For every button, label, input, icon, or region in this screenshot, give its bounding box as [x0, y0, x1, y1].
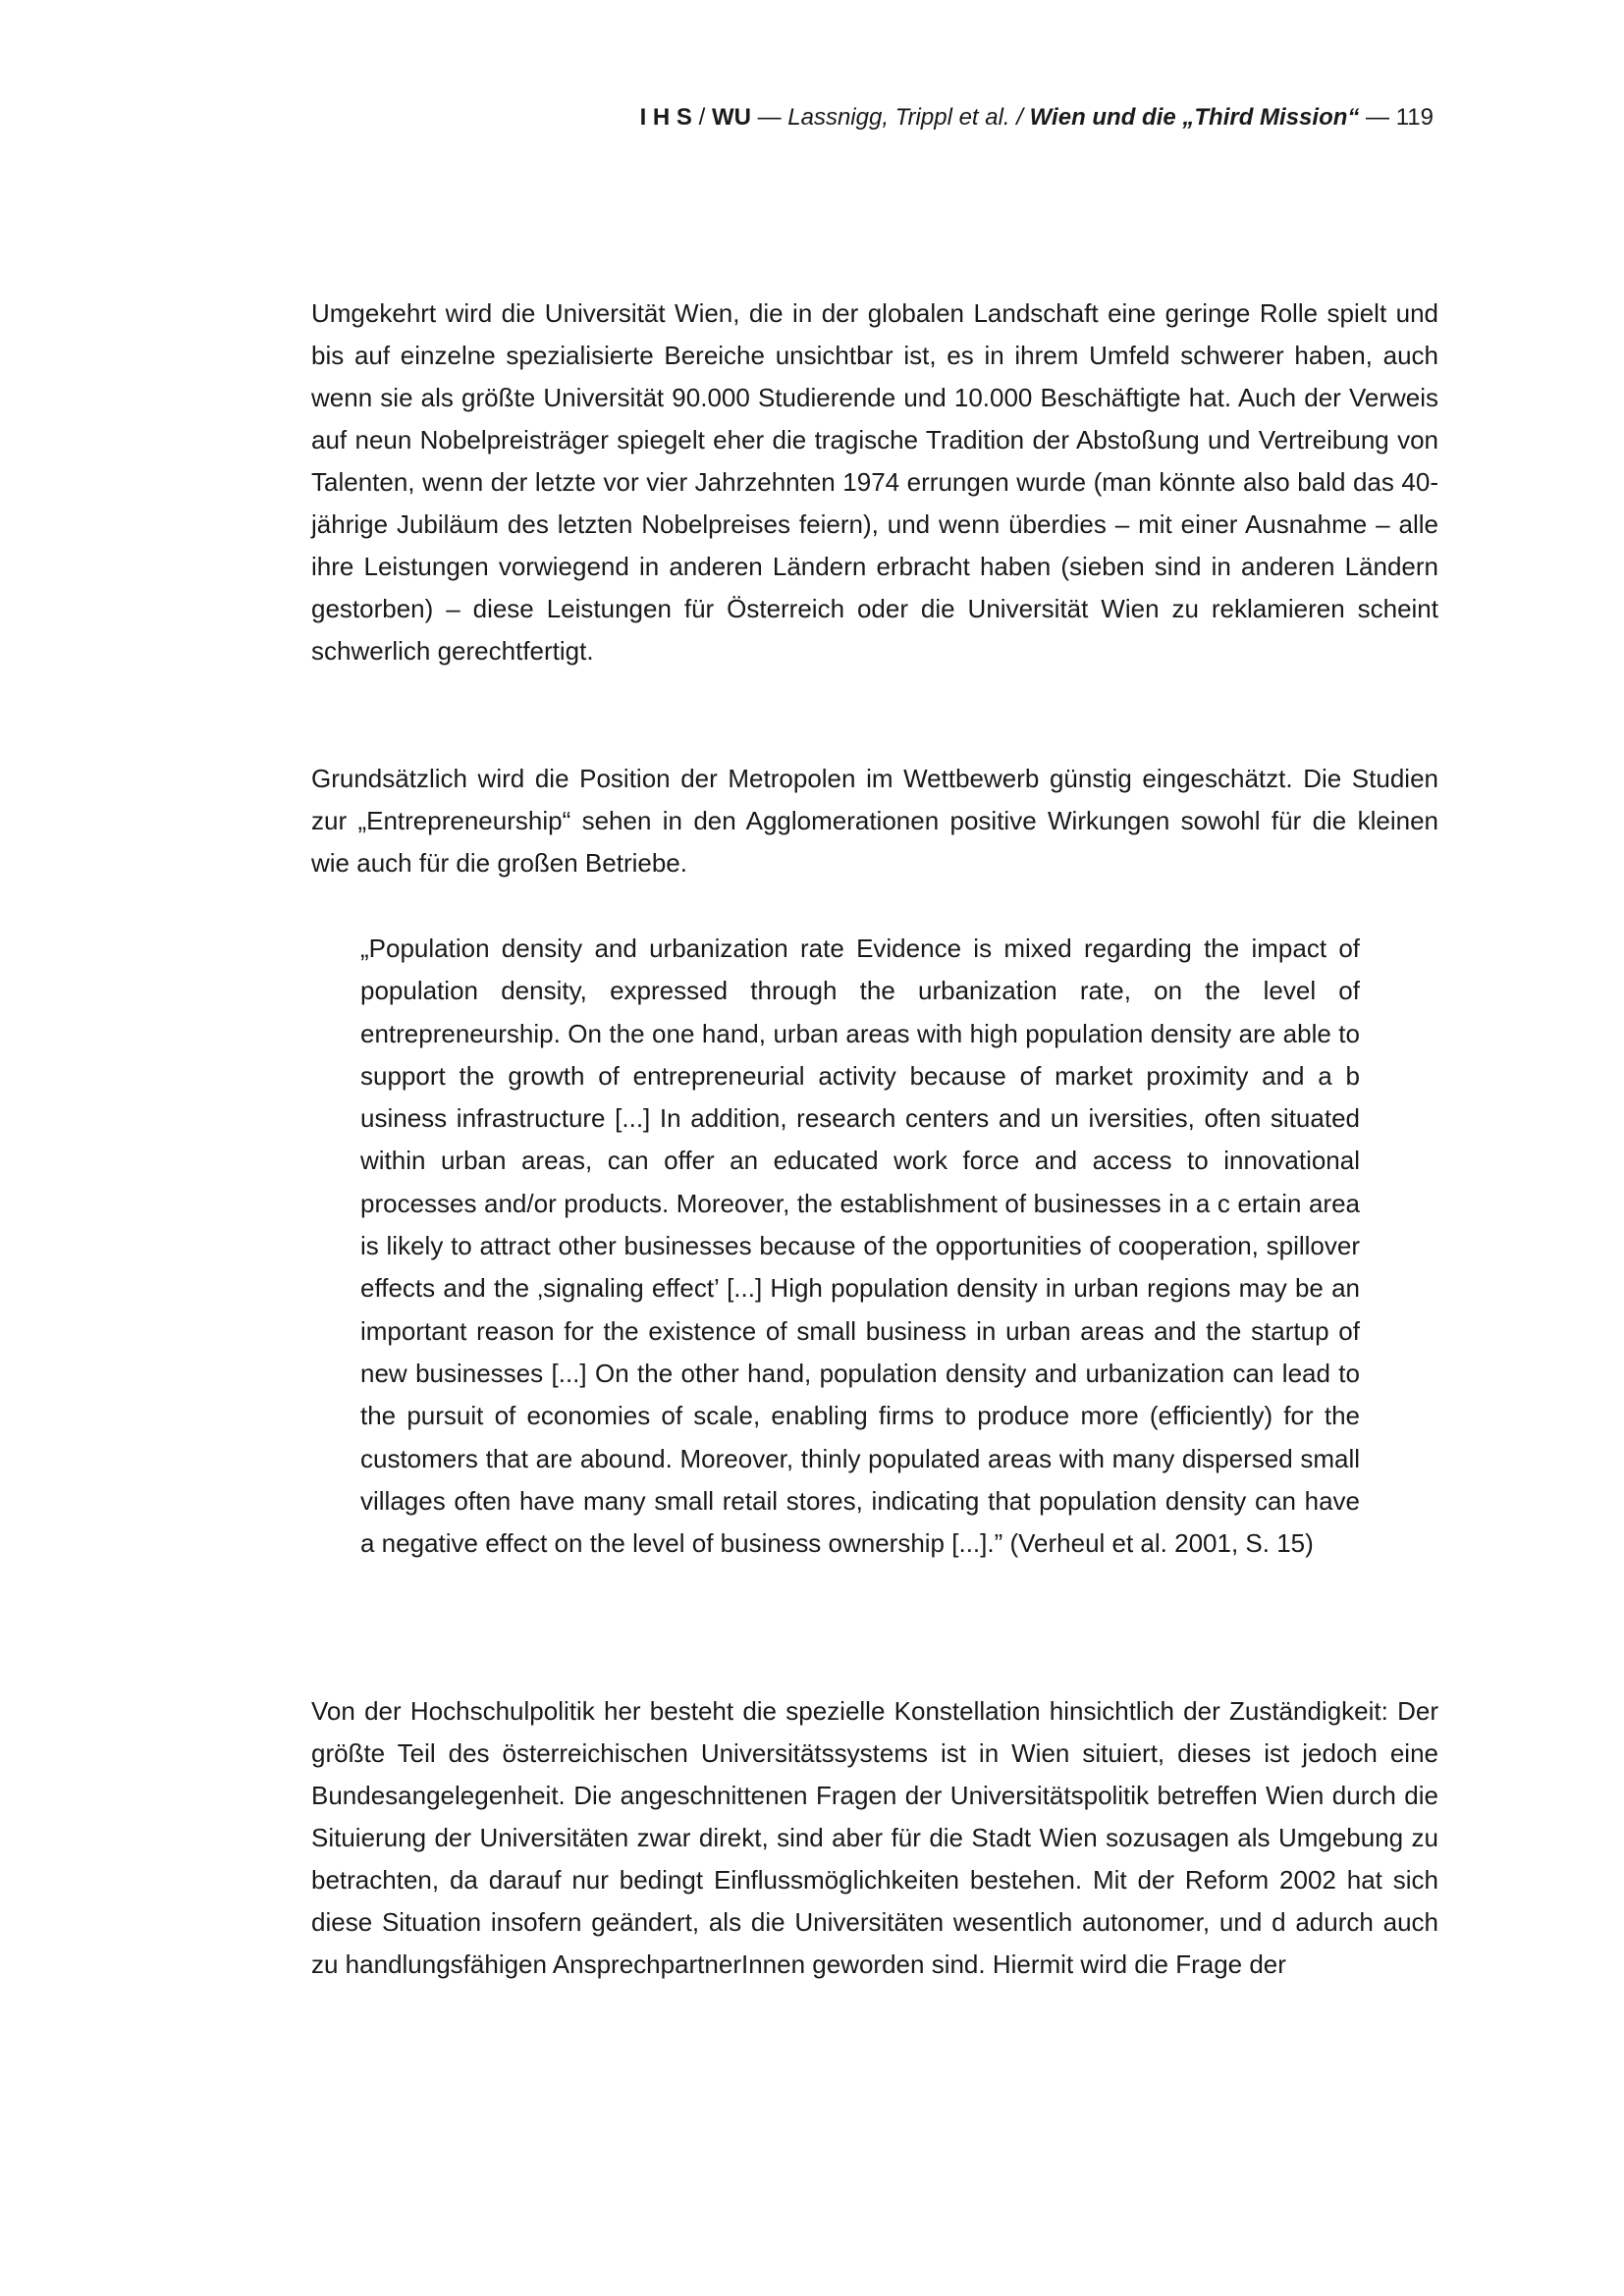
paragraph-1: Umgekehrt wird die Universität Wien, die in der globalen Landschaft eine geringe Rolle spielt und bis auf einzelne spezialisierte Bereiche unsichtbar ist, es in ihrem Umfeld schwerer haben, auch wenn sie als größte Universität 90.000 Studierende und 10.000 Beschäftigte hat. Auch der Verweis auf neun Nobelpreisträger spiegelt eher die tragische Tradition der Abstoßung und Vertreibung von Talenten, wenn der letzte vor vier Jahrzehnten 1974 errungen wurde (man könnte also bald das 40-jährige Jubiläum des letzten Nobelpreises feiern), und wenn überdies – mit einer Ausnahme – alle ihre Leistungen vorwiegend in anderen Ländern erbracht haben (sieben sind in anderen Ländern gestorben) – diese Leistungen für Österreich oder die Universität Wien zu reklamieren scheint schwerlich gerechtfertigt.: [311, 298, 1438, 666]
paragraph-2: Grundsätzlich wird die Position der Metropolen im Wettbewerb günstig eingeschätzt. Die Studien zur „Entrepreneurship“ sehen in den Agglomerationen positive Wirkungen sowohl für die kleinen wie auch für die großen Betriebe.: [311, 764, 1438, 878]
header-dash-2: —: [1359, 104, 1396, 131]
header-authors: Lassnigg, Trippl et al. /: [787, 104, 1030, 131]
running-header: [640, 102, 1434, 133]
page-number: 119: [1395, 104, 1434, 131]
header-dash: —: [750, 104, 788, 131]
block-quote: „Population density and urbanization rate Evidence is mixed regarding the impact of population density, expressed through the urbanization rate, on the level of entrepreneurship. On the one hand, urban areas with high population density are able to support the growth of entrepreneurial activity because of market proximity and a b usiness infrastructure [...] In addition, research centers and un iversities, often situated within urban areas, can offer an educated work force and access to innovational processes and/or products. Moreover, the establishment of businesses in a c ertain area is likely to attract other businesses because of the opportunities of cooperation, spillover effects and the ‚signaling effect’ [...] High population density in urban regions may be an important reason for the existence of small business in urban areas and the startup of new businesses [...] On the other hand, population density and urbanization can lead to the pursuit of economies of scale, enabling firms to produce more (efficiently) for the customers that are abound. Moreover, thinly populated areas with many dispersed small villages often have many small retail stores, indicating that population density can have a negative effect on the level of business ownership [...].” (Verheul et al. 2001, S. 15): [360, 934, 1360, 1559]
header-separator: /: [691, 104, 712, 131]
header-title: Wien und die „Third Mission“: [1029, 104, 1360, 131]
header-org2: WU: [711, 104, 751, 131]
paragraph-4: Von der Hochschulpolitik her besteht die spezielle Konstellation hinsichtlich der Zuständigkeit: Der größte Teil des österreichischen Universitätssystems ist in Wien situiert, dieses ist jedoch eine Bundesangelegenheit. Die angeschnittenen Fragen der Universitätspolitik betreffen Wien durch die Situierung der Universitäten zwar direkt, sind aber für die Stadt Wien sozusagen als Umgebung zu betrachten, da darauf nur bedingt Einflussmöglichkeiten bestehen. Mit der Reform 2002 hat sich diese Situation insofern geändert, als die Universitäten wesentlich autonomer, und d adurch auch zu handlungsfähigen AnsprechpartnerInnen geworden sind. Hiermit wird die Frage der: [311, 1696, 1438, 1979]
header-org: I H S: [639, 104, 692, 131]
